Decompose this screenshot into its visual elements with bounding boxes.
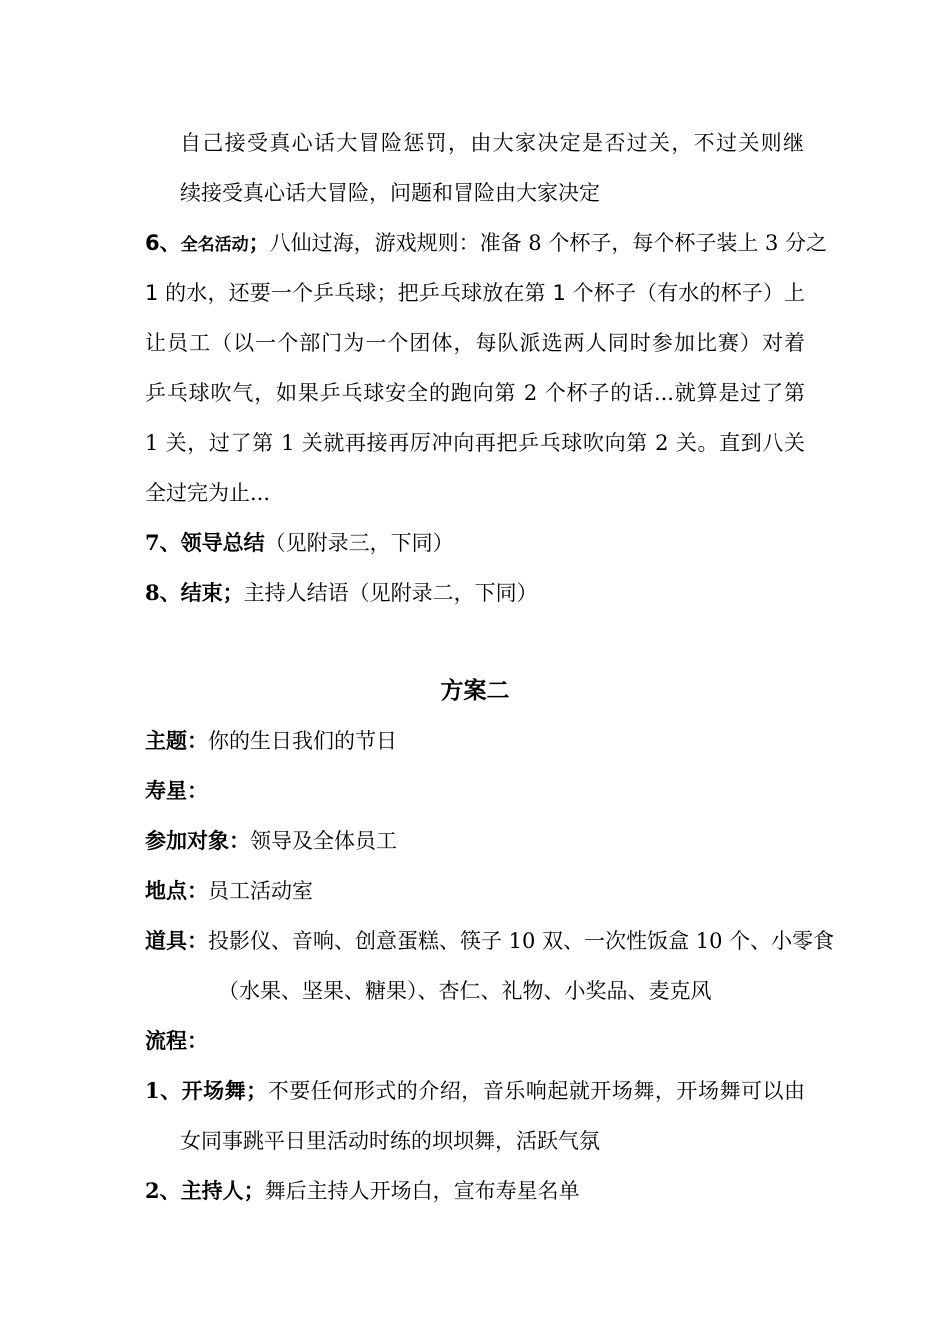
step-1-title: 1、开场舞； (145, 1078, 268, 1103)
step-1-text-continued: 女同事跳平日里活动时练的坝坝舞，活跃气氛 (180, 1129, 600, 1153)
props-label: 道具： (145, 928, 208, 953)
birthday-star-label: 寿星： (145, 778, 208, 803)
location-row (145, 876, 313, 906)
step-1-text: 不要任何形式的介绍，音乐响起就开场舞，开场舞可以由 (267, 1079, 805, 1103)
item-6-line: 乒乓球吹气，如果乒乓球安全的跑向第 2 个杯子的话...就算是过了第 (145, 381, 805, 405)
theme-value: 你的生日我们的节日 (208, 729, 397, 753)
step-1 (145, 1076, 805, 1106)
props-value-continued: （水果、坚果、糖果）、杏仁、礼物、小奖品、麦克风 (218, 979, 712, 1003)
item-7 (145, 528, 454, 558)
item-6-line: 1 的水，还要一个乒乓球；把乒乓球放在第 1 个杯子（有水的杯子）上 (145, 281, 805, 305)
item-8-text: 主持人结语（见附录二，下同） (243, 581, 538, 605)
body-text-line: 自己接受真心话大冒险惩罚，由大家决定是否过关，不过关则继 (180, 131, 804, 155)
item-8 (145, 578, 538, 608)
item-6-number: 6、 (145, 231, 181, 255)
item-7-text: （见附录三，下同） (264, 531, 454, 555)
item-6-first-line (145, 228, 828, 260)
item-6-separator: ； (248, 230, 270, 255)
step-2-title: 2、主持人； (145, 1178, 265, 1203)
props-row (145, 926, 835, 956)
item-6-line: 让员工（以一个部门为一个团体，每队派选两人同时参加比赛）对着 (145, 331, 805, 355)
step-2 (145, 1176, 580, 1206)
item-6-title: 全名活动 (180, 235, 249, 255)
section-heading: 方案二 (440, 677, 510, 704)
location-value: 员工活动室 (208, 879, 313, 903)
theme-label: 主题： (145, 728, 208, 753)
participants-value: 领导及全体员工 (250, 829, 397, 853)
body-text-line: 续接受真心话大冒险，问题和冒险由大家决定 (180, 181, 600, 205)
participants-row (145, 826, 397, 856)
process-label: 流程： (145, 1028, 208, 1053)
props-value: 投影仪、音响、创意蛋糕、筷子 10 双、一次性饭盒 10 个、小零食 (208, 929, 835, 953)
item-6-text: 八仙过海，游戏规则：准备 8 个杯子，每个杯子装上 3 分之 (269, 231, 828, 255)
participants-label: 参加对象： (145, 828, 250, 853)
item-6-line: 全过完为止... (145, 481, 271, 505)
theme-row (145, 726, 397, 756)
item-8-title: 8、结束； (145, 580, 244, 605)
item-6-line: 1 关，过了第 1 关就再接再厉冲向再把乒乓球吹向第 2 关。直到八关 (145, 431, 805, 455)
item-7-title: 7、领导总结 (145, 530, 265, 555)
location-label: 地点： (145, 878, 208, 903)
step-2-text: 舞后主持人开场白，宣布寿星名单 (264, 1179, 580, 1203)
